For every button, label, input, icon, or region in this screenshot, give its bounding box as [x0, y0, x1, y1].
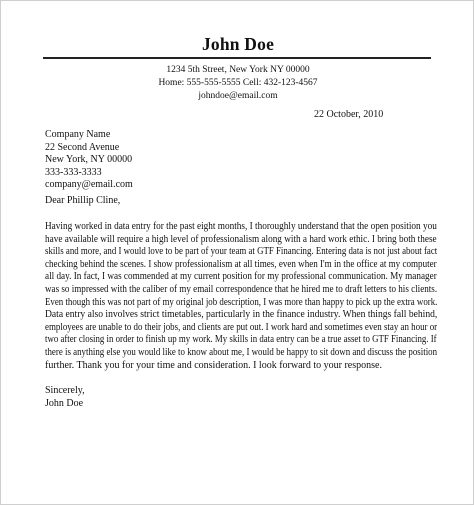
- header-divider: [43, 57, 431, 59]
- sender-phones: Home: 555-555-5555 Cell: 432-123-4567: [158, 78, 318, 88]
- sender-name: John Doe: [201, 34, 275, 54]
- body-line: have available will require a high level of professionalism along with a hard work ethic. I bring both these: [45, 233, 437, 245]
- closing-block: [45, 385, 440, 410]
- recipient-company: Company Name: [45, 129, 111, 140]
- body-line: two after closing in order to finish up my work. My skills in data entry can be a true asset to GTF Financing. If: [45, 334, 437, 346]
- salutation: Dear Phillip Cline,: [45, 195, 121, 206]
- body-line: all day. In fact, I was commended at my current position for my professional communication. My manager: [45, 271, 437, 283]
- body-line: Data entry also involves strict timetables, particularly in the finance industry. When things fall behind,: [45, 309, 438, 321]
- recipient-city: New York, NY 00000: [45, 154, 133, 166]
- body-line: Even though this was not part of my original job description, I was more than happy to pick up the extra work.: [45, 296, 438, 308]
- body-line: further. Thank you for your time and consideration. I look forward to your response.: [45, 359, 382, 371]
- body-line: employees are unable to do their jobs, and clients are put out. I work hard and sometimes even stay an hour or: [45, 321, 438, 333]
- body-line: Having worked in data entry for the past eight months, I thoroughly understand that the open position you: [45, 221, 437, 232]
- body-line: there is anything else you would like to know about me, I would be happy to sit down and discuss the position: [45, 346, 438, 358]
- recipient-address-block: [45, 129, 440, 192]
- recipient-phone: 333-333-3333: [45, 166, 102, 178]
- sender-email: johndoe@email.com: [198, 91, 278, 101]
- signature-name: John Doe: [45, 397, 84, 409]
- valediction: Sincerely,: [45, 385, 85, 396]
- body-line: skills and more, and I would love to be part of your team at GTF Financing. Entering data is not just about fact: [45, 246, 438, 258]
- letter-date: 22 October, 2010: [314, 109, 384, 120]
- letter-body: [45, 221, 437, 372]
- sender-address: 1234 5th Street, New York NY 00000: [166, 65, 310, 75]
- recipient-email: company@email.com: [45, 179, 133, 191]
- body-line: checking behind the scenes. I show professionalism at all times, even when I'm in the office at my computer: [45, 258, 437, 270]
- body-line: was so impressed with the caliber of my email correspondence that he hired me to draft letters to his clients.: [45, 283, 438, 295]
- recipient-street: 22 Second Avenue: [45, 141, 120, 153]
